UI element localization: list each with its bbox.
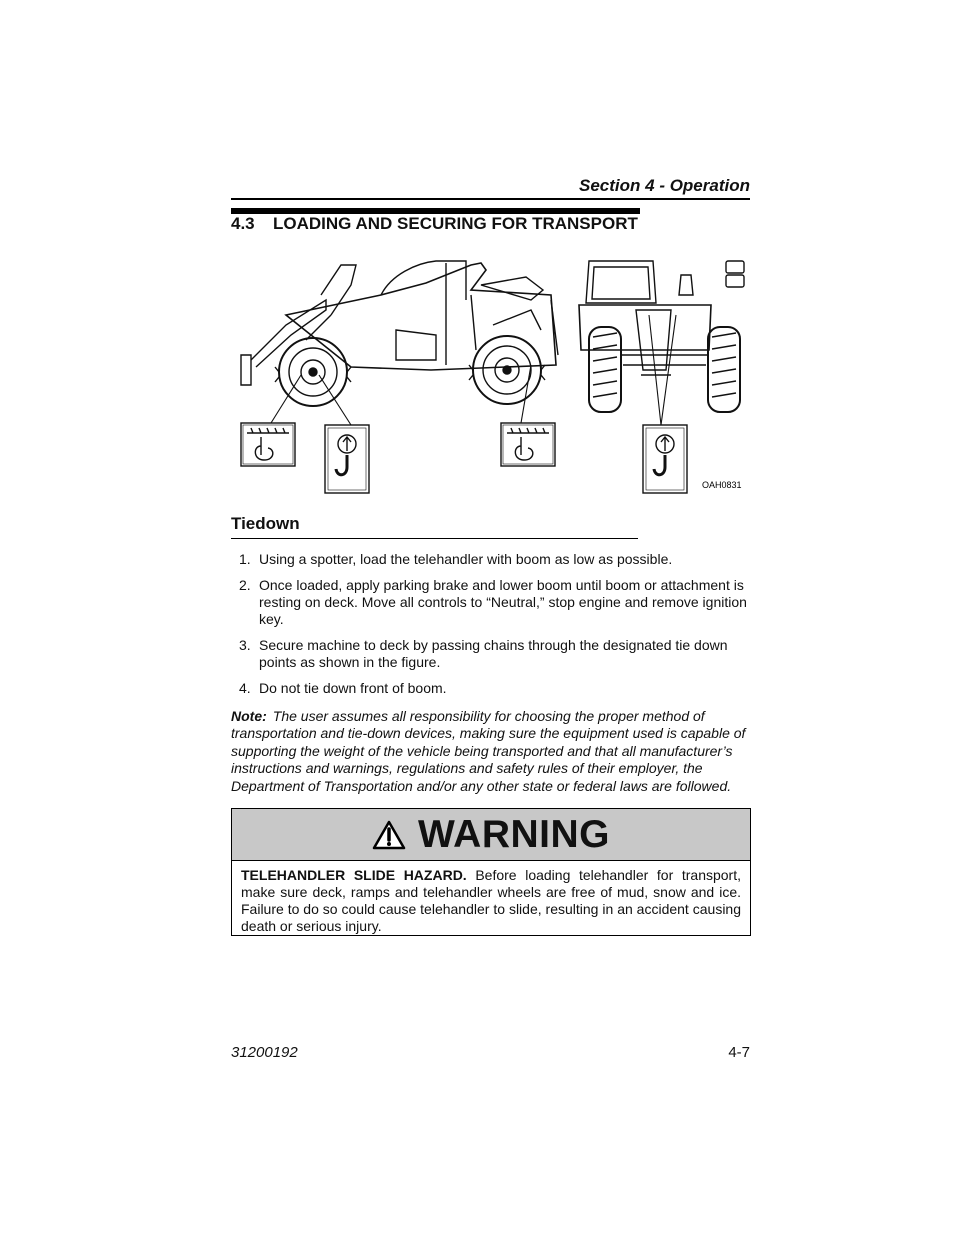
warning-word: WARNING [418, 812, 610, 856]
tiedown-steps [239, 551, 751, 706]
lift-point-decal-left [325, 425, 369, 493]
warning-body [232, 861, 750, 941]
step-number: 2. [239, 577, 251, 593]
tiedown-figure [231, 255, 750, 500]
tiedown-decal-left [241, 423, 295, 466]
section-title [231, 214, 638, 234]
header-rule [231, 198, 750, 200]
warning-triangle-icon [372, 820, 406, 850]
warning-header [232, 809, 750, 861]
list-item [239, 577, 751, 628]
lift-point-decal-right [643, 425, 687, 493]
telehandler-side-view [241, 261, 558, 406]
warning-hazard: TELEHANDLER SLIDE HAZARD. [241, 867, 467, 883]
page-number: 4-7 [728, 1044, 750, 1061]
step-text: Secure machine to deck by passing chains through the designated tie down points as shown in the figure. [259, 637, 728, 670]
section-title-text: LOADING AND SECURING FOR TRANSPORT [273, 214, 638, 233]
step-number: 3. [239, 637, 251, 653]
figure-code: OAH0831 [702, 480, 742, 490]
tiedown-decal-right [501, 423, 555, 466]
tiedown-title: Tiedown [231, 514, 300, 533]
list-item [239, 680, 751, 697]
step-number: 4. [239, 680, 251, 696]
note-text: The user assumes all responsibility for choosing the proper method of transportation and tie-down devices, making sure the equipment used is capable of supporting the weight of the vehicle being transported and that all manufacturer’s instructions and warnings, regulations and safety rules of their employer, the Department of Transportation and/or any other state or federal laws are followed. [231, 708, 746, 794]
step-text: Using a spotter, load the telehandler with boom as low as possible. [259, 551, 673, 567]
list-item [239, 637, 751, 671]
doc-number: 31200192 [231, 1044, 298, 1061]
tiedown-title-rule [231, 538, 638, 539]
section-header: Section 4 - Operation [579, 176, 750, 195]
note-label: Note: [231, 708, 267, 724]
step-text: Once loaded, apply parking brake and lower boom until boom or attachment is resting on deck. Move all controls to “Neutral,” stop engine and remove ignition key. [259, 577, 747, 627]
section-number: 4.3 [231, 214, 255, 233]
note [231, 708, 750, 795]
warning-text: Before loading telehandler for transport, make sure deck, ramps and telehandler wheels are free of mud, snow and ice. Failure to do so could cause telehandler to slide, resulting in an accident causing death or serious injury. [241, 867, 741, 934]
step-number: 1. [239, 551, 251, 567]
telehandler-rear-view [579, 261, 744, 412]
warning-box [231, 808, 751, 936]
step-text: Do not tie down front of boom. [259, 680, 447, 696]
list-item [239, 551, 751, 568]
